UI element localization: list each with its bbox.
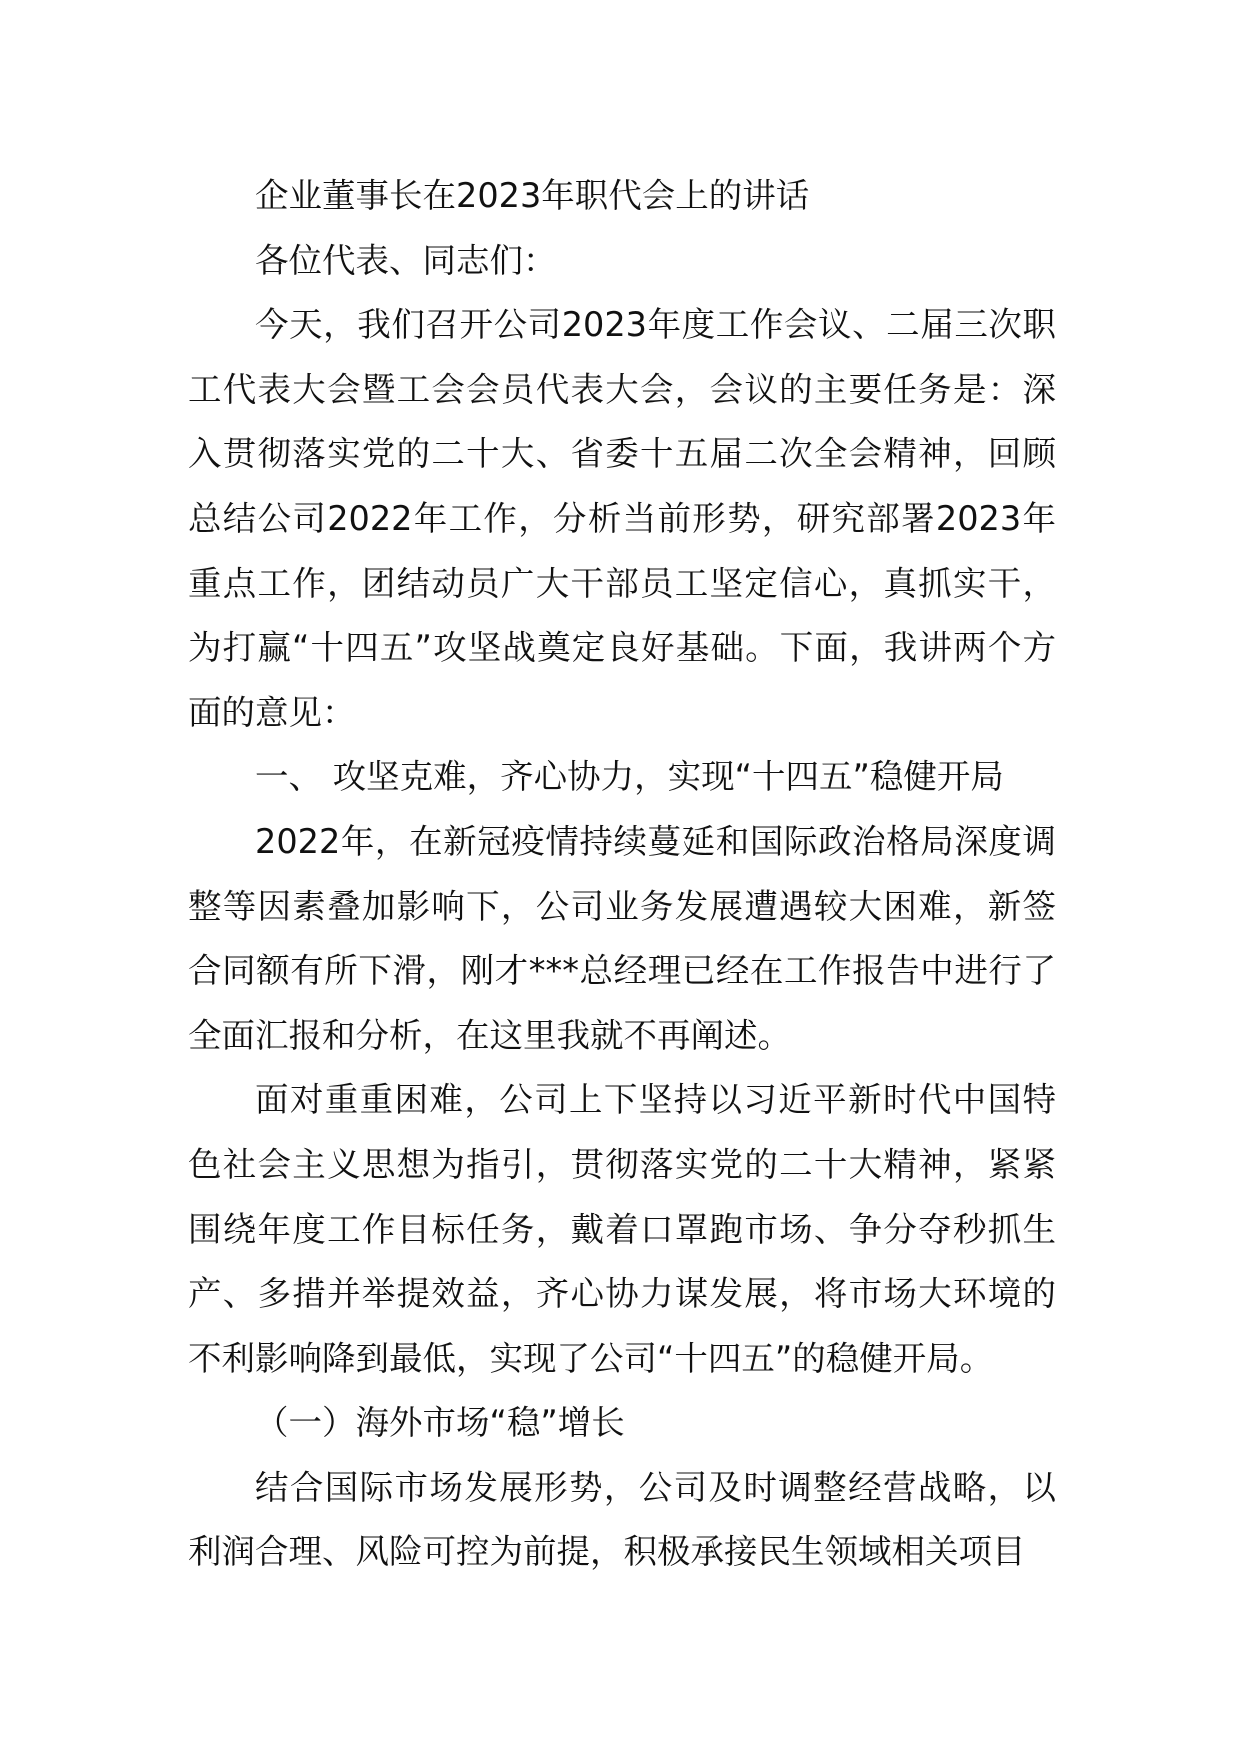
document-title: 企业董事长在2023年职代会上的讲话: [255, 176, 810, 215]
paragraph-intro: 今天，我们召开公司2023年度工作会议、二届三次职工代表大会暨工会会员代表大会，会议的主要任务是：深入贯彻落实党的二十大、省委十五届二次全会精神，回顾总结公司2022年工作，分析当前形势，研究部署2023年重点工作，团结动员广大干部员工坚定信心，真抓实干，为打赢“十四五”攻坚战奠定良好基础。下面，我讲两个方面的意见：: [188, 305, 1056, 732]
document-body: [188, 164, 1056, 1585]
paragraph-response: 面对重重困难，公司上下坚持以习近平新时代中国特色社会主义思想为指引，贯彻落实党的二十大精神，紧紧围绕年度工作目标任务，戴着口罩跑市场、争分夺秒抓生产、多措并举提效益，齐心协力谋发展，将市场大环境的不利影响降到最低，实现了公司“十四五”的稳健开局。: [188, 1080, 1056, 1378]
section-heading-1: 一、 攻坚克难，齐心协力，实现“十四五”稳健开局: [255, 757, 1004, 797]
paragraph-2022-review: 2022年，在新冠疫情持续蔓延和国际政治格局深度调整等因素叠加影响下，公司业务发展遭遇较大困难，新签合同额有所下滑，刚才***总经理已经在工作报告中进行了全面汇报和分析，在这里我就不再阐述。: [188, 821, 1056, 1055]
subsection-heading-1: （一）海外市场“稳”增长: [255, 1403, 625, 1443]
paragraph-overseas-market: 结合国际市场发展形势，公司及时调整经营战略，以利润合理、风险可控为前提，积极承接民生领域相关项目: [188, 1467, 1056, 1572]
salutation: 各位代表、同志们：: [255, 240, 557, 280]
